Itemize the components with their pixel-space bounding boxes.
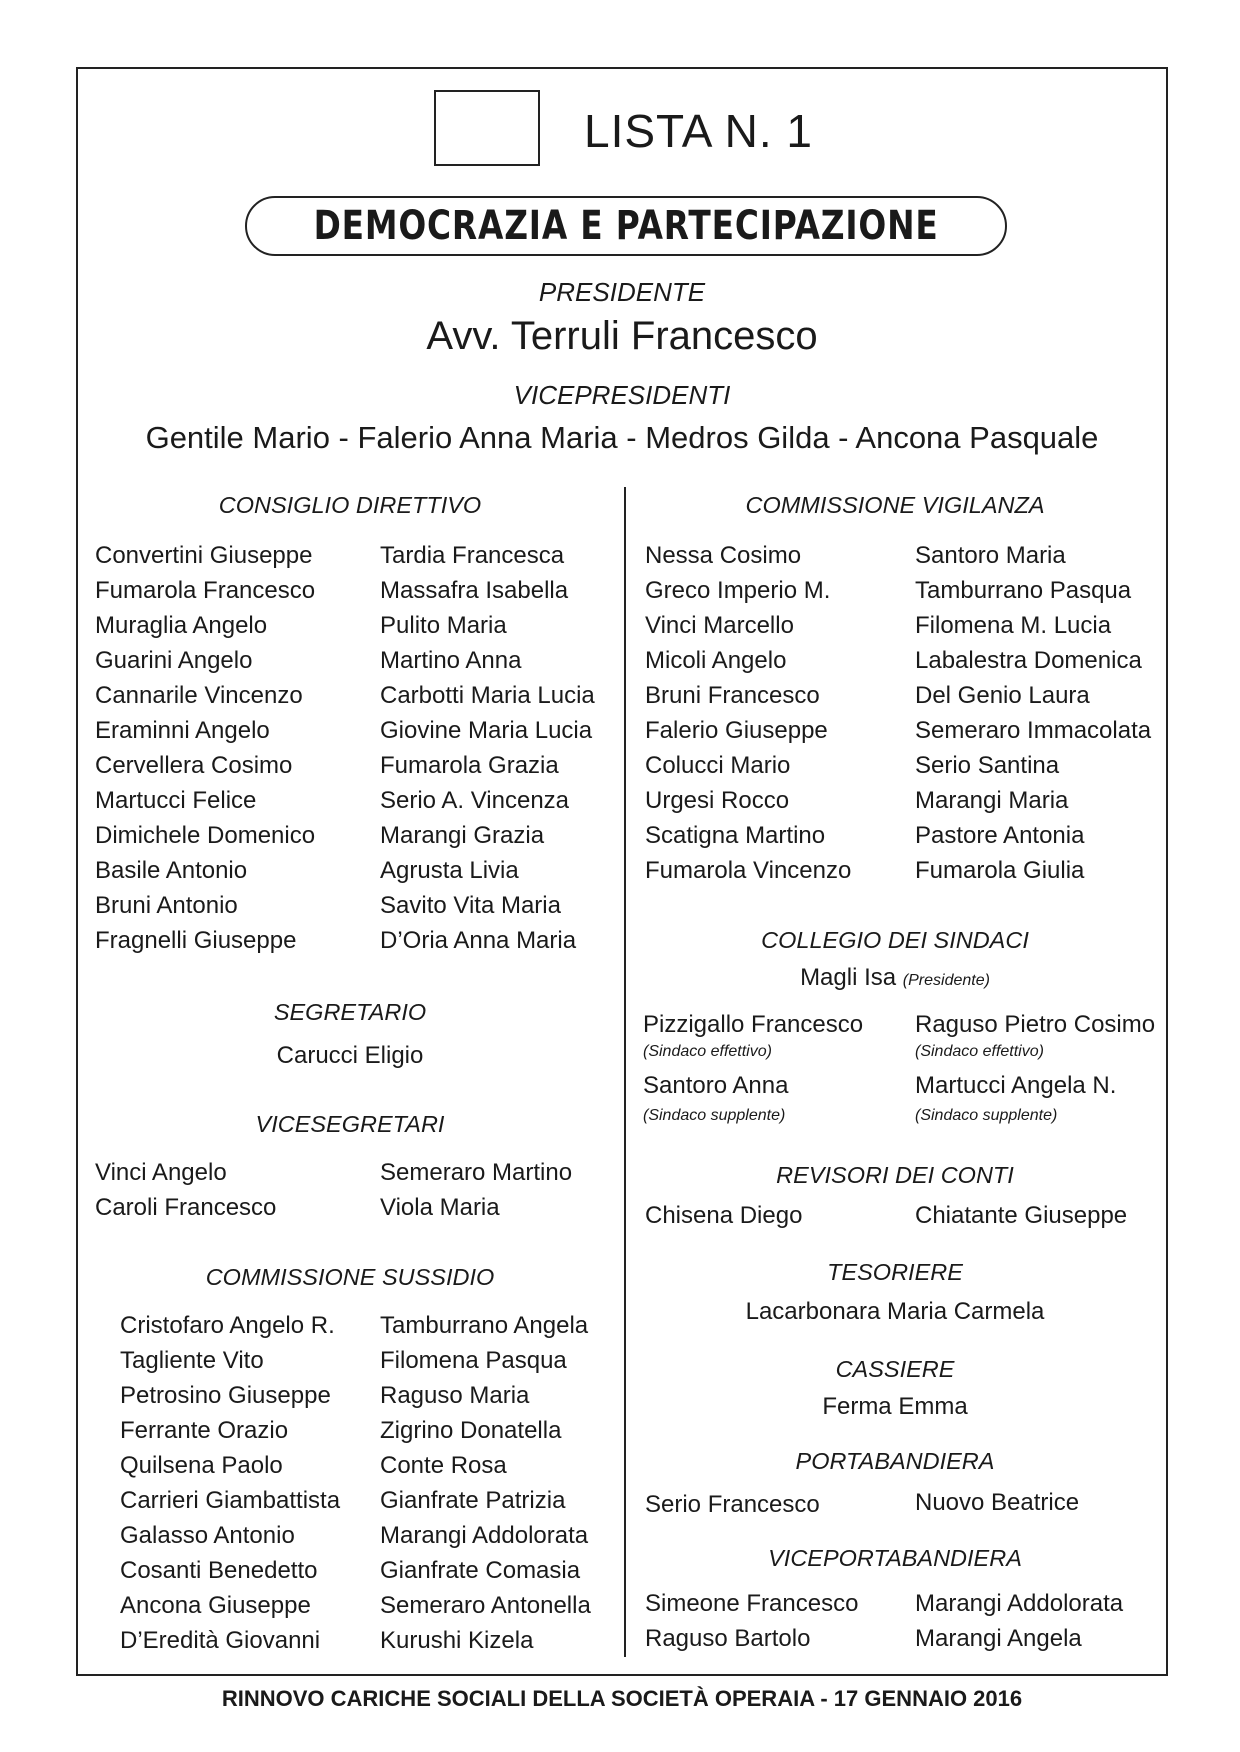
vicepresident-names: Gentile Mario - Falerio Anna Maria - Medros Gilda - Ancona Pasquale (145, 420, 1099, 455)
list-item: Scatigna Martino (645, 822, 826, 849)
list-item: Cervellera Cosimo (95, 752, 293, 779)
list-item: Carrieri Giambattista (120, 1487, 341, 1514)
list-item: Martucci Felice (95, 787, 257, 814)
list-item: Agrusta Livia (380, 857, 519, 884)
list-item: Pulito Maria (380, 612, 507, 639)
footer-caption: RINNOVO CARICHE SOCIALI DELLA SOCIETÀ OPERAIA - 17 GENNAIO 2016 (221, 1686, 1023, 1711)
list-item: Semeraro Antonella (380, 1592, 591, 1619)
list-item: Del Genio Laura (915, 682, 1090, 709)
revisore-name: Chisena Diego (645, 1202, 803, 1229)
commissione-vigilanza-title: COMMISSIONE VIGILANZA (745, 492, 1045, 518)
list-item: Vinci Angelo (95, 1159, 227, 1186)
collegio-sindaci-title: COLLEGIO DEI SINDACI (761, 927, 1029, 953)
tesoriere-name: Lacarbonara Maria Carmela (745, 1298, 1045, 1325)
list-item: Serio A. Vincenza (380, 787, 570, 814)
sindaco-note: (Sindaco effettivo) (915, 1043, 1044, 1060)
segretario-title: SEGRETARIO (273, 999, 427, 1025)
list-item: Raguso Bartolo (645, 1625, 811, 1652)
list-item: Kurushi Kizela (380, 1627, 534, 1654)
list-item: Filomena Pasqua (380, 1347, 567, 1374)
sindaco-name: Pizzigallo Francesco (643, 1011, 864, 1038)
sindaco-note: (Sindaco supplente) (915, 1107, 1058, 1124)
vicesegretari-col1 (95, 1155, 276, 1225)
list-item: Micoli Angelo (645, 647, 787, 674)
list-item: Fumarola Giulia (915, 857, 1085, 884)
list-item: Marangi Addolorata (915, 1590, 1124, 1617)
portabandiera-name: Nuovo Beatrice (915, 1489, 1080, 1516)
president-name: Avv. Terruli Francesco (426, 314, 818, 358)
list-item: Bruni Antonio (95, 892, 238, 919)
list-item: Savito Vita Maria (380, 892, 561, 919)
sindaco-name: Raguso Pietro Cosimo (915, 1011, 1156, 1038)
revisori-title: REVISORI DEI CONTI (776, 1162, 1014, 1188)
list-item: Bruni Francesco (645, 682, 820, 709)
list-item: Zigrino Donatella (380, 1417, 562, 1444)
list-item: Pastore Antonia (915, 822, 1085, 849)
list-item: Urgesi Rocco (645, 787, 790, 814)
list-item: Massafra Isabella (380, 577, 569, 604)
list-item: Santoro Maria (915, 542, 1066, 569)
list-item: Ancona Giuseppe (120, 1592, 311, 1619)
commissione-vigilanza-col1 (645, 538, 851, 888)
consiglio-direttivo-title: CONSIGLIO DIRETTIVO (218, 492, 482, 518)
list-item: Conte Rosa (380, 1452, 507, 1479)
party-name-pill (245, 196, 1007, 256)
commissione-sussidio-col1 (120, 1308, 340, 1658)
list-item: Falerio Giuseppe (645, 717, 828, 744)
consiglio-direttivo-col1 (95, 538, 315, 958)
cassiere-title: CASSIERE (835, 1356, 955, 1382)
list-item: Greco Imperio M. (645, 577, 831, 604)
sindaco-name: Santoro Anna (643, 1072, 789, 1099)
list-item: Convertini Giuseppe (95, 542, 313, 569)
list-item: Nessa Cosimo (645, 542, 802, 569)
list-item: Tardia Francesca (380, 542, 565, 569)
list-item: Filomena M. Lucia (915, 612, 1112, 639)
list-item: Marangi Angela (915, 1625, 1082, 1652)
vicesegretari-col2 (380, 1155, 572, 1225)
list-item: Tamburrano Angela (380, 1312, 589, 1339)
vicesegretari-title: VICESEGRETARI (255, 1111, 445, 1137)
sindaco-name: Martucci Angela N. (915, 1072, 1117, 1099)
list-item: Martino Anna (380, 647, 522, 674)
collegio-sindaci-president (640, 964, 1150, 992)
sindaco-note: (Sindaco supplente) (643, 1107, 786, 1124)
list-item: Marangi Maria (915, 787, 1069, 814)
commissione-sussidio-title: COMMISSIONE SUSSIDIO (205, 1264, 495, 1290)
list-item: Marangi Addolorata (380, 1522, 589, 1549)
list-item: Eraminni Angelo (95, 717, 270, 744)
sindaco-note: (Sindaco effettivo) (643, 1043, 772, 1060)
list-item: Vinci Marcello (645, 612, 794, 639)
list-item: D’Oria Anna Maria (380, 927, 577, 954)
list-item: Fumarola Vincenzo (645, 857, 852, 884)
list-item: Tagliente Vito (120, 1347, 264, 1374)
president-role: PRESIDENTE (538, 277, 706, 307)
list-item: Colucci Mario (645, 752, 791, 779)
segretario-name: Carucci Eligio (276, 1042, 424, 1069)
sindaci-president-note: (Presidente) (902, 972, 990, 989)
vote-checkbox[interactable] (434, 90, 540, 166)
list-item: Raguso Maria (380, 1382, 530, 1409)
list-item: Dimichele Domenico (95, 822, 316, 849)
viceportabandiera-col2 (915, 1586, 1123, 1656)
portabandiera-name: Serio Francesco (645, 1491, 820, 1518)
list-item: Viola Maria (380, 1194, 500, 1221)
list-item: Labalestra Domenica (915, 647, 1142, 674)
list-item: Carbotti Maria Lucia (380, 682, 595, 709)
list-item: Petrosino Giuseppe (120, 1382, 331, 1409)
party-name: DEMOCRAZIA E PARTECIPAZIONE (313, 203, 939, 249)
list-item: Cosanti Benedetto (120, 1557, 318, 1584)
cassiere-name: Ferma Emma (822, 1393, 968, 1420)
list-item: Serio Santina (915, 752, 1060, 779)
list-item: Galasso Antonio (120, 1522, 295, 1549)
vicepresident-role: VICEPRESIDENTI (513, 380, 731, 410)
column-divider (624, 487, 626, 1657)
viceportabandiera-col1 (645, 1586, 858, 1656)
tesoriere-title: TESORIERE (827, 1259, 963, 1285)
list-item: Muraglia Angelo (95, 612, 268, 639)
list-title: LISTA N. 1 (584, 105, 814, 157)
list-item: Fragnelli Giuseppe (95, 927, 297, 954)
list-item: Fumarola Grazia (380, 752, 559, 779)
list-item: Quilsena Paolo (120, 1452, 283, 1479)
list-item: Cristofaro Angelo R. (120, 1312, 335, 1339)
consiglio-direttivo-col2 (380, 538, 595, 958)
list-item: Gianfrate Patrizia (380, 1487, 566, 1514)
list-item: Simeone Francesco (645, 1590, 859, 1617)
list-item: Marangi Grazia (380, 822, 545, 849)
sindaci-president-name: Magli Isa (800, 964, 897, 991)
list-item: Cannarile Vincenzo (95, 682, 303, 709)
list-item: Semeraro Martino (380, 1159, 573, 1186)
list-item: Caroli Francesco (95, 1194, 277, 1221)
list-item: Tamburrano Pasqua (915, 577, 1132, 604)
list-item: D’Eredità Giovanni (120, 1627, 321, 1654)
revisore-name: Chiatante Giuseppe (915, 1202, 1128, 1229)
commissione-sussidio-col2 (380, 1308, 591, 1658)
list-item: Semeraro Immacolata (915, 717, 1152, 744)
list-item: Fumarola Francesco (95, 577, 316, 604)
list-item: Gianfrate Comasia (380, 1557, 581, 1584)
list-item: Ferrante Orazio (120, 1417, 289, 1444)
portabandiera-title: PORTABANDIERA (795, 1448, 995, 1474)
list-item: Giovine Maria Lucia (380, 717, 593, 744)
commissione-vigilanza-col2 (915, 538, 1151, 888)
list-item: Basile Antonio (95, 857, 248, 884)
list-item: Guarini Angelo (95, 647, 253, 674)
viceportabandiera-title: VICEPORTABANDIERA (768, 1545, 1022, 1571)
